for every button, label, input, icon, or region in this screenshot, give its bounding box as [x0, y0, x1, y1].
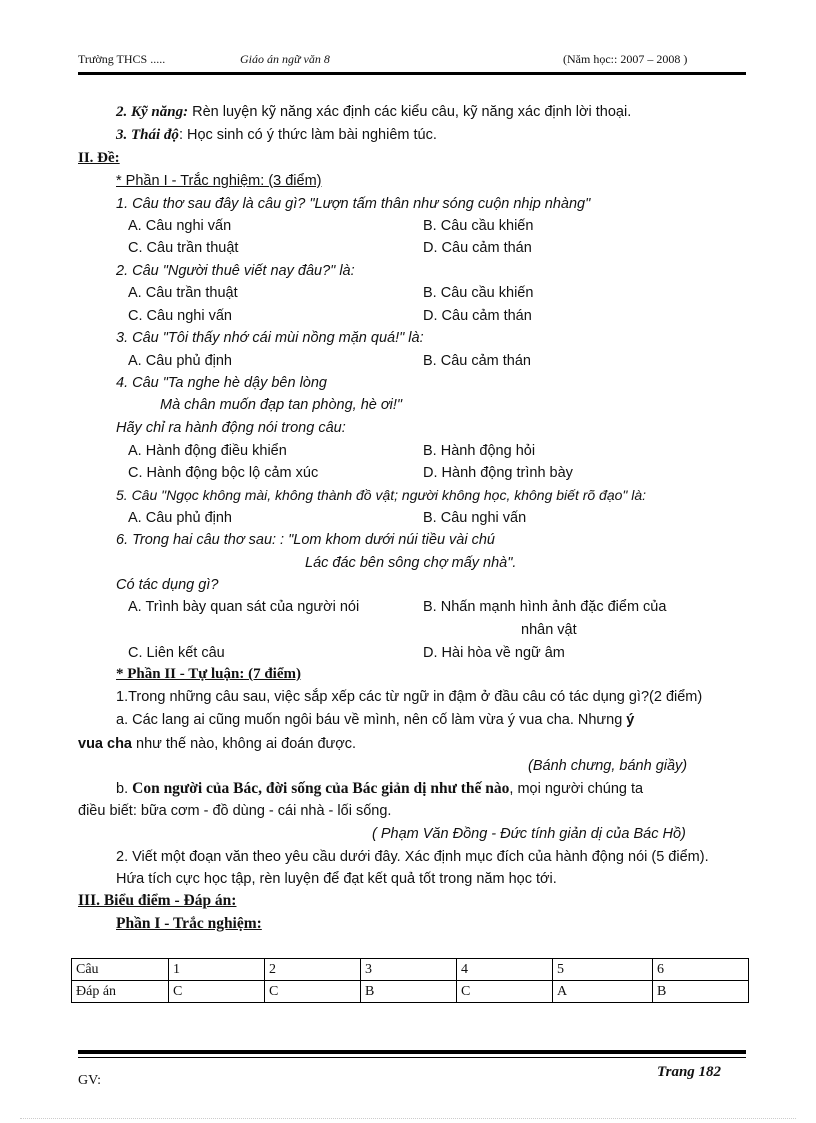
q6-stem-line2: Lác đác bên sông chợ mấy nhà".	[305, 555, 517, 571]
q6-option-a: A. Trình bày quan sát của người nói	[128, 599, 360, 615]
essay-q2: 2. Viết một đoạn văn theo yêu cầu dưới đây. Xác định mục đích của hành động nói (5 điểm).	[116, 849, 709, 865]
essay-q1b-line2: điều biết: bữa cơm - đồ dùng - cái nhà - lối sống.	[78, 803, 392, 819]
table-row	[72, 981, 749, 1003]
q1-option-c: C. Câu trần thuật	[128, 240, 239, 256]
q6-option-c: C. Liên kết câu	[128, 645, 225, 661]
q3-option-b: B. Câu cảm thán	[423, 353, 531, 369]
q3-option-a: A. Câu phủ định	[128, 353, 232, 369]
exam-heading: II. Đề:	[78, 150, 120, 166]
q4-option-d: D. Hành động trình bày	[423, 465, 573, 481]
table-cell: 1	[169, 959, 265, 981]
header-school: Trường THCS .....	[78, 52, 166, 66]
q6-stem-line3: Có tác dụng gì?	[116, 577, 219, 593]
table-row	[72, 959, 749, 981]
q2-option-b: B. Câu cầu khiến	[423, 285, 534, 301]
table-cell: B	[653, 981, 749, 1003]
footer-rule-thin	[78, 1057, 746, 1058]
q6-option-b: B. Nhấn mạnh hình ảnh đặc điểm của	[423, 599, 667, 615]
essay-q1a-line2	[78, 736, 356, 752]
part2-title: * Phần II - Tự luận: (7 điểm)	[116, 666, 302, 682]
attitude-text: : Học sinh có ý thức làm bài nghiêm túc.	[178, 127, 437, 143]
grading-part1: Phần I - Trắc nghiệm:	[116, 915, 262, 932]
table-cell: Đáp án	[72, 981, 169, 1003]
q6-option-d: D. Hài hòa về ngữ âm	[423, 645, 565, 661]
teacher-label: GV:	[78, 1073, 102, 1088]
q1-stem: 1. Câu thơ sau đây là câu gì? "Lượn tấm thân như sóng cuộn nhịp nhàng"	[116, 196, 591, 212]
header-rule	[78, 72, 746, 75]
page-edge-dots	[20, 1118, 796, 1119]
page-number: Trang 182	[657, 1064, 722, 1080]
table-cell: Câu	[72, 959, 169, 981]
q4-stem-line2: Mà chân muốn đạp tan phòng, hè ơi!"	[160, 397, 403, 413]
header-subject: Giáo án ngữ văn 8	[240, 52, 330, 66]
table-cell: 6	[653, 959, 749, 981]
q2-option-c: C. Câu nghi vấn	[128, 308, 232, 324]
attitude-label: 3. Thái độ	[116, 127, 179, 143]
attitude-line	[116, 127, 437, 144]
essay-q1: 1.Trong những câu sau, việc sắp xếp các từ ngữ in đậm ở đầu câu có tác dụng gì?(2 điểm)	[116, 689, 703, 705]
table-cell: 2	[264, 959, 360, 981]
q4-stem-line3: Hãy chỉ ra hành động nói trong câu:	[116, 420, 346, 436]
part1-title: * Phần I - Trắc nghiệm: (3 điểm)	[116, 173, 322, 189]
essay-q1b-line1	[116, 780, 643, 798]
q1-option-d: D. Câu cảm thán	[423, 240, 532, 256]
table-cell: B	[360, 981, 456, 1003]
table-cell: 4	[456, 959, 552, 981]
q3-stem: 3. Câu "Tôi thấy nhớ cái mùi nồng mặn quá!" là:	[116, 330, 424, 346]
table-cell: 5	[552, 959, 652, 981]
essay-q1b-bold: Con người của Bác, đời sống của Bác giản dị như thế nào	[132, 780, 510, 797]
skill-text: Rèn luyện kỹ năng xác định các kiểu câu, kỹ năng xác định lời thoại.	[188, 104, 632, 120]
q4-stem: 4. Câu "Ta nghe hè dậy bên lòng	[116, 375, 328, 391]
skill-label: 2. Kỹ năng:	[116, 104, 189, 120]
table-cell: C	[169, 981, 265, 1003]
grading-heading: III. Biểu điểm - Đáp án:	[78, 892, 237, 909]
q6-stem: 6. Trong hai câu thơ sau: : "Lom khom dưới núi tiều vài chú	[116, 532, 495, 548]
table-cell: 3	[360, 959, 456, 981]
essay-q1a-pre: a. Các lang ai cũng muốn ngôi báu về mình, nên cố làm vừa ý vua cha. Nhưng	[116, 712, 627, 728]
q1-option-a: A. Câu nghi vấn	[128, 218, 232, 234]
header-year: (Năm học:: 2007 – 2008 )	[563, 52, 688, 66]
essay-q1b-pre: b.	[116, 781, 133, 797]
table-cell: C	[456, 981, 552, 1003]
skill-line	[116, 104, 631, 121]
essay-q1a-line1	[116, 712, 634, 728]
essay-q2-line2: Hứa tích cực học tập, rèn luyện để đạt kết quả tốt trong năm học tới.	[116, 871, 557, 887]
q2-option-d: D. Câu cảm thán	[423, 308, 532, 324]
footer-rule-thick	[78, 1050, 746, 1054]
essay-q1a-post: như thế nào, không ai đoán được.	[132, 736, 357, 752]
q2-stem: 2. Câu "Người thuê viết nay đâu?" là:	[116, 263, 355, 279]
answer-table	[71, 958, 749, 1003]
essay-q1a-bold-1: ý	[626, 712, 635, 728]
q5-option-b: B. Câu nghi vấn	[423, 510, 527, 526]
essay-q1a-source: (Bánh chưng, bánh giầy)	[528, 758, 688, 774]
essay-q1b-source: ( Phạm Văn Đồng - Đức tính giản dị của Bác Hồ)	[372, 826, 686, 842]
q1-option-b: B. Câu cầu khiến	[423, 218, 534, 234]
q5-option-a: A. Câu phủ định	[128, 510, 232, 526]
table-cell: A	[552, 981, 652, 1003]
essay-q1b-post: , mọi người chúng ta	[509, 781, 644, 797]
q4-option-c: C. Hành động bộc lộ cảm xúc	[128, 465, 319, 481]
q4-option-b: B. Hành động hỏi	[423, 443, 536, 459]
q6-option-b-cont: nhân vật	[521, 622, 577, 638]
q4-option-a: A. Hành động điều khiển	[128, 443, 287, 459]
q2-option-a: A. Câu trần thuật	[128, 285, 238, 301]
table-cell: C	[264, 981, 360, 1003]
essay-q1a-bold-2: vua cha	[78, 736, 132, 752]
q5-stem: 5. Câu "Ngọc không mài, không thành đồ vật; người không học, không biết rõ đạo" là:	[116, 487, 647, 503]
